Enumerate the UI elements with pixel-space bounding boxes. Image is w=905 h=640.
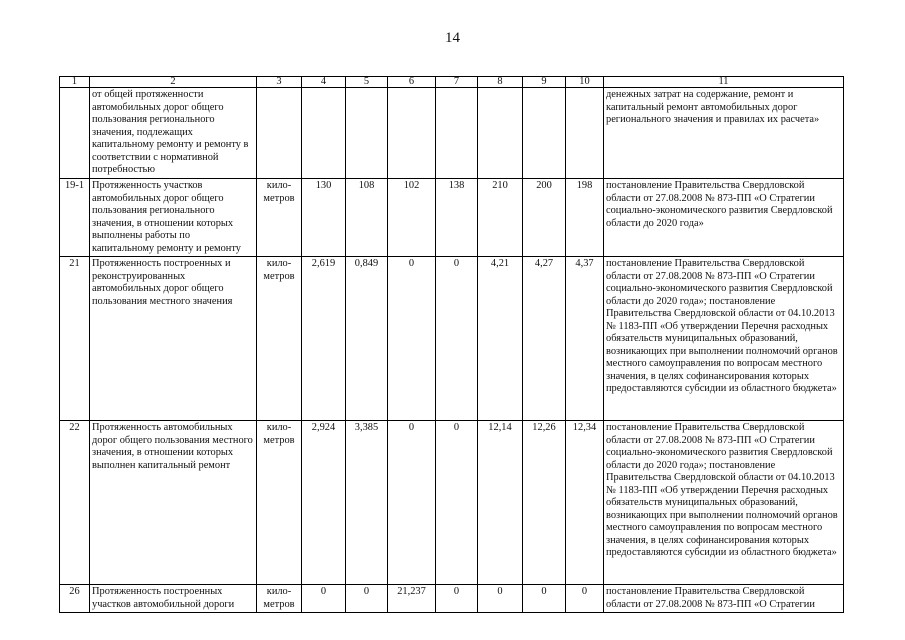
table-row <box>60 257 844 421</box>
value-cell: 198 <box>566 179 604 257</box>
indicator-name: Протяженность автомобильных дорог общего пользования местного значения, в отношении которых выполнен капитальный ремонт <box>90 421 257 585</box>
unit-cell: кило-метров <box>257 585 302 613</box>
value-cell: 0 <box>388 421 436 585</box>
value-cell: 21,237 <box>388 585 436 613</box>
header-col-4: 4 <box>302 77 346 88</box>
source-document: постановление Правительства Свердловской области от 27.08.2008 № 873-ПП «О Стратегии социально-экономического развития Свердловской области до 2020 года»; постановление Правительства Свердловской области от 04.10.2013 № 1183-ПП «Об утверждении Перечня расходных обязательств муниципальных образований, возникающих при выполнении полномочий органов местного самоуправления по вопросам местного значения, в целях софинансирования которых предоставляются субсидии из областного бюджета» <box>604 257 844 421</box>
value-cell: 0 <box>436 421 478 585</box>
indicator-name: Протяженность построенных и реконструированных автомобильных дорог общего пользования местного значения <box>90 257 257 421</box>
table-row <box>60 421 844 585</box>
table-row-continuation <box>60 88 844 179</box>
page-number: 14 <box>445 30 460 46</box>
row-number: 26 <box>60 585 90 613</box>
unit-cell <box>257 88 302 179</box>
source-document: постановление Правительства Свердловской области от 27.08.2008 № 873-ПП «О Стратегии социально-экономического развития Свердловской области до 2020 года»; постановление Правительства Свердловской области от 04.10.2013 № 1183-ПП «Об утверждении Перечня расходных обязательств муниципальных образований, возникающих при выполнении полномочий органов местного самоуправления по вопросам местного значения, в целях софинансирования которых предоставляются субсидии из областного бюджета» <box>604 421 844 585</box>
row-number: 21 <box>60 257 90 421</box>
value-cell: 138 <box>436 179 478 257</box>
value-cell: 2,619 <box>302 257 346 421</box>
unit-cell: кило-метров <box>257 257 302 421</box>
value-cell <box>346 88 388 179</box>
unit-cell: кило-метров <box>257 179 302 257</box>
value-cell: 0 <box>523 585 566 613</box>
table-row <box>60 585 844 613</box>
value-cell: 108 <box>346 179 388 257</box>
row-number <box>60 88 90 179</box>
value-cell: 102 <box>388 179 436 257</box>
value-cell: 0 <box>436 257 478 421</box>
header-col-10: 10 <box>566 77 604 88</box>
value-cell <box>566 88 604 179</box>
value-cell: 4,27 <box>523 257 566 421</box>
value-cell: 130 <box>302 179 346 257</box>
indicator-name: Протяженность участков автомобильных дорог общего пользования регионального значения, в отношении которых выполнены работы по капитальному ремонту и ремонту <box>90 179 257 257</box>
value-cell: 12,34 <box>566 421 604 585</box>
value-cell: 0 <box>302 585 346 613</box>
header-col-8: 8 <box>478 77 523 88</box>
header-col-11: 11 <box>604 77 844 88</box>
indicators-table <box>59 76 844 613</box>
value-cell: 0 <box>478 585 523 613</box>
value-cell: 200 <box>523 179 566 257</box>
indicator-name: от общей протяженности автомобильных дорог общего пользования регионального значения, подлежащих капитальному ремонту и ремонту в соответствии с нормативной потребностью <box>90 88 257 179</box>
value-cell <box>302 88 346 179</box>
value-cell: 4,37 <box>566 257 604 421</box>
header-col-3: 3 <box>257 77 302 88</box>
header-col-6: 6 <box>388 77 436 88</box>
header-col-7: 7 <box>436 77 478 88</box>
value-cell: 210 <box>478 179 523 257</box>
value-cell: 0 <box>436 585 478 613</box>
value-cell: 12,14 <box>478 421 523 585</box>
table-row <box>60 179 844 257</box>
header-col-5: 5 <box>346 77 388 88</box>
header-col-2: 2 <box>90 77 257 88</box>
value-cell: 3,385 <box>346 421 388 585</box>
value-cell <box>436 88 478 179</box>
header-row <box>60 77 844 88</box>
row-number: 19-1 <box>60 179 90 257</box>
source-document: постановление Правительства Свердловской области от 27.08.2008 № 873-ПП «О Стратегии социально-экономического развития Свердловской области до 2020 года» <box>604 179 844 257</box>
value-cell: 0,849 <box>346 257 388 421</box>
source-document: постановление Правительства Свердловской области от 27.08.2008 № 873-ПП «О Стратегии <box>604 585 844 613</box>
row-number: 22 <box>60 421 90 585</box>
header-col-1: 1 <box>60 77 90 88</box>
header-col-9: 9 <box>523 77 566 88</box>
source-document: денежных затрат на содержание, ремонт и капитальный ремонт автомобильных дорог регионального значения и правилах их расчета» <box>604 88 844 179</box>
value-cell: 4,21 <box>478 257 523 421</box>
value-cell: 0 <box>346 585 388 613</box>
value-cell <box>523 88 566 179</box>
value-cell: 12,26 <box>523 421 566 585</box>
indicator-name: Протяженность построенных участков автомобильной дороги <box>90 585 257 613</box>
value-cell: 0 <box>388 257 436 421</box>
value-cell <box>478 88 523 179</box>
value-cell <box>388 88 436 179</box>
unit-cell: кило-метров <box>257 421 302 585</box>
value-cell: 2,924 <box>302 421 346 585</box>
value-cell: 0 <box>566 585 604 613</box>
